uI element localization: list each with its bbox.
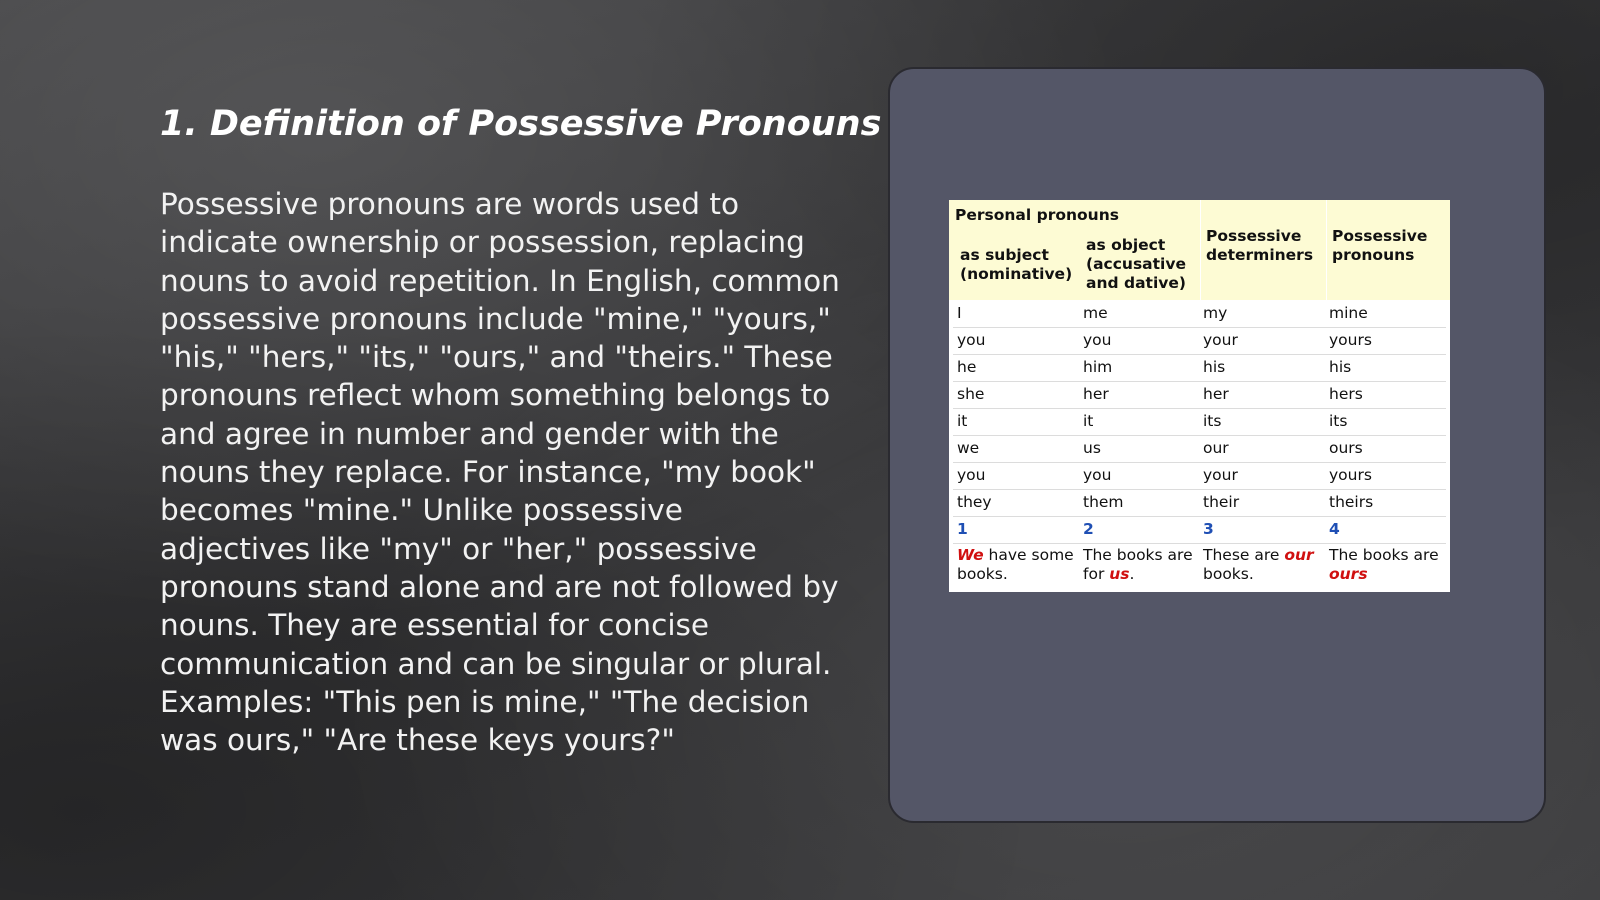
table-row: [953, 462, 1446, 490]
pronoun-cell: theirs: [1329, 493, 1374, 511]
determiner-cell: his: [1203, 358, 1226, 376]
slide-body-text: Possessive pronouns are words used to indicate ownership or possession, replacing nouns to avoid repetition. In English, common possessive pronouns include "mine," "yours," "his," "hers," "its," "ours," and "theirs." These pronouns reflect whom something belongs to and agree in number and gender with the nouns they replace. For instance, "my book" becomes "mine." Unlike possessive adjectives like "my" or "her," possessive pronouns stand alone and are not followed by nouns. They are essential for concise communication and can be singular or plural. Examples: "This pen is mine," "The decision was ours," "Are these keys yours?": [160, 187, 840, 758]
object-cell: them: [1083, 493, 1124, 511]
pronoun-cell: yours: [1329, 331, 1372, 349]
example-highlight: We: [957, 546, 984, 564]
table-row: [953, 381, 1446, 409]
example-pronoun: [1329, 546, 1441, 584]
header-as-object: as object (accusative and dative): [1086, 236, 1186, 292]
example-highlight: our: [1284, 546, 1314, 564]
table-row: [953, 327, 1446, 355]
slide-title: 1. Definition of Possessive Pronouns: [160, 104, 882, 144]
example-determiner: [1203, 546, 1325, 584]
object-cell: us: [1083, 439, 1101, 457]
example-object: [1083, 546, 1201, 584]
subject-cell: we: [957, 439, 980, 457]
pronoun-cell: its: [1329, 412, 1348, 430]
determiner-cell: their: [1203, 493, 1240, 511]
column-number: 2: [1083, 520, 1094, 538]
table-row: [953, 489, 1446, 517]
subject-cell: you: [957, 466, 986, 484]
pronoun-cell: yours: [1329, 466, 1372, 484]
object-cell: her: [1083, 385, 1109, 403]
example-text: books.: [1203, 565, 1254, 583]
column-number: 4: [1329, 520, 1340, 538]
example-text: The books are for: [1083, 546, 1193, 583]
example-text: .: [1129, 565, 1135, 583]
subject-cell: he: [957, 358, 977, 376]
table-row: [953, 435, 1446, 463]
determiner-cell: her: [1203, 385, 1229, 403]
table-row: [953, 408, 1446, 436]
object-cell: me: [1083, 304, 1108, 322]
pronoun-cell: mine: [1329, 304, 1368, 322]
subject-cell: she: [957, 385, 985, 403]
example-highlight: us: [1109, 565, 1130, 583]
example-subject: [957, 546, 1079, 584]
pronoun-cell: hers: [1329, 385, 1363, 403]
example-text: The books are: [1329, 546, 1439, 564]
object-cell: him: [1083, 358, 1113, 376]
table-row-numbers: [953, 516, 1446, 544]
pronoun-cell: his: [1329, 358, 1352, 376]
table-row: [953, 300, 1446, 328]
subject-cell: it: [957, 412, 968, 430]
column-number: 3: [1203, 520, 1214, 538]
subject-cell: I: [957, 304, 962, 322]
determiner-cell: its: [1203, 412, 1222, 430]
object-cell: you: [1083, 331, 1112, 349]
determiner-cell: your: [1203, 466, 1238, 484]
pronoun-table: [949, 200, 1450, 592]
example-text: have some books.: [957, 546, 1074, 583]
header-personal-pronouns: Personal pronouns: [955, 206, 1119, 224]
determiner-cell: your: [1203, 331, 1238, 349]
subject-cell: they: [957, 493, 992, 511]
table-row: [953, 354, 1446, 382]
example-text: These are: [1203, 546, 1285, 564]
example-highlight: ours: [1329, 565, 1368, 583]
header-possessive-determiners: Possessive determiners: [1206, 227, 1314, 264]
determiner-cell: our: [1203, 439, 1229, 457]
subject-cell: you: [957, 331, 986, 349]
object-cell: it: [1083, 412, 1094, 430]
pronoun-cell: ours: [1329, 439, 1363, 457]
determiner-cell: my: [1203, 304, 1228, 322]
object-cell: you: [1083, 466, 1112, 484]
header-as-subject: as subject (nominative): [960, 246, 1073, 283]
column-number: 1: [957, 520, 968, 538]
header-possessive-pronouns: Possessive pronouns: [1332, 227, 1428, 264]
